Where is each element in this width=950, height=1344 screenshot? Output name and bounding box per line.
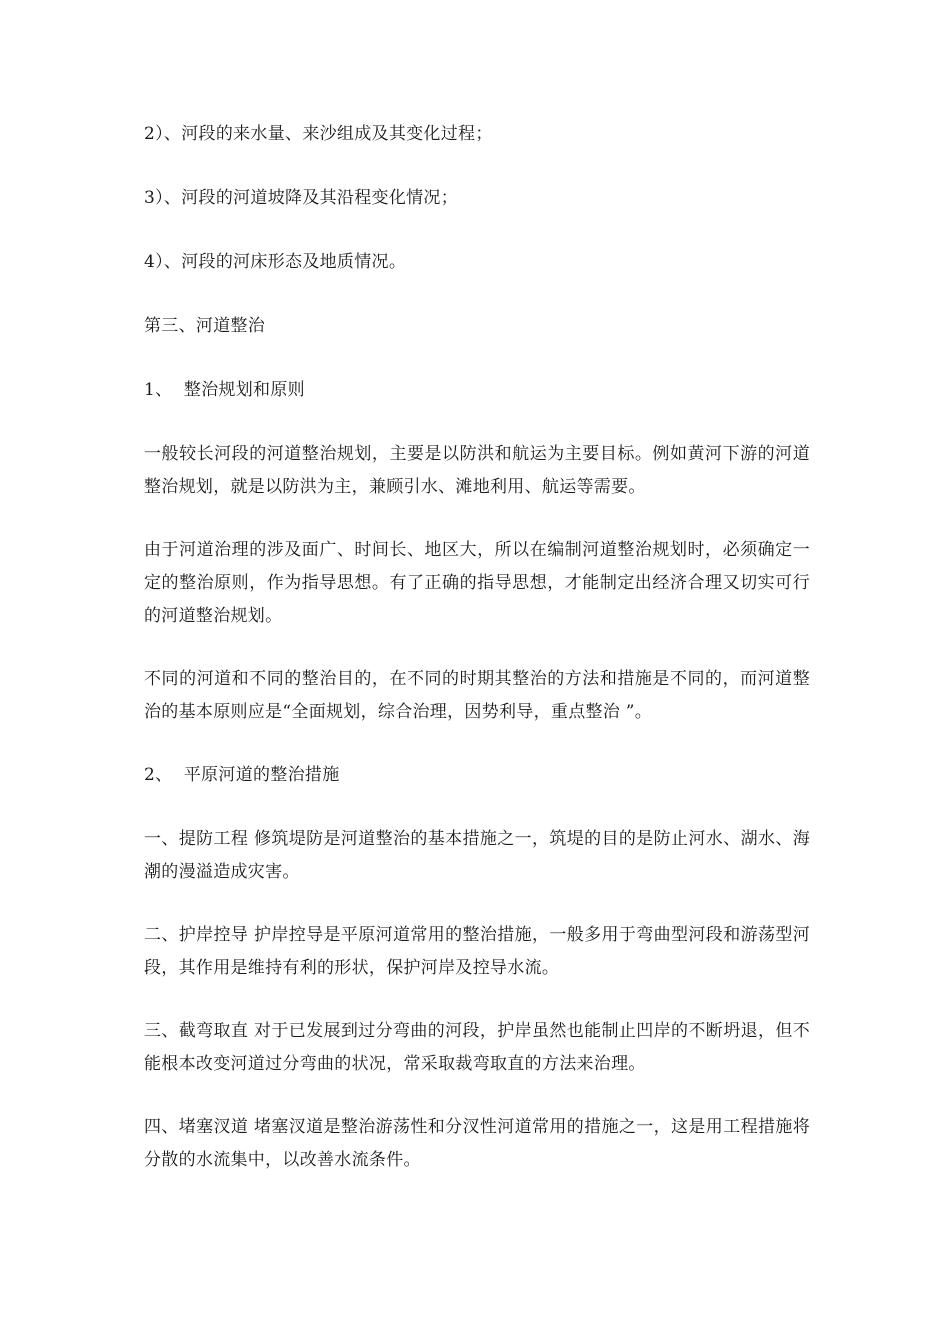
document-body [144,118,810,1177]
list-item-2: 2）、河段的来水量、来沙组成及其变化过程； [144,124,493,144]
list-item-3: 3）、河段的河道坡降及其沿程变化情况； [144,188,459,208]
paragraph-bank-protection: 二、护岸控导 护岸控导是平原河道常用的整治措施，一般多用于弯曲型河段和游荡型河段，其作用是维持有利的形状，保护河岸及控导水流。 [144,925,810,978]
paragraph-cutoff: 三、截弯取直 对于已发展到过分弯曲的河段，护岸虽然也能制止凹岸的不断坍退，但不能根本改变河道过分弯曲的状况，常采取裁弯取直的方法来治理。 [144,1021,810,1074]
section-heading-river-regulation: 第三、河道整治 [144,316,266,336]
paragraph-levee-works: 一、提防工程 修筑堤防是河道整治的基本措施之一，筑堤的目的是防止河水、湖水、海潮的漫溢造成灾害。 [144,829,810,882]
paragraph-basic-principle: 不同的河道和不同的整治目的，在不同的时期其整治的方法和措施是不同的，而河道整治的基本原则应是“全面规划，综合治理，因势利导，重点整治 ”。 [144,669,810,722]
subsection-heading-planning-principles: 1、 整治规划和原则 [144,380,305,400]
paragraph-branch-closure: 四、堵塞汊道 堵塞汊道是整治游荡性和分汊性河道常用的措施之一，这是用工程措施将分散的水流集中，以改善水流条件。 [144,1117,810,1170]
subsection-heading-plain-river-measures: 2、 平原河道的整治措施 [144,765,340,785]
paragraph-planning-goals: 一般较长河段的河道整治规划，主要是以防洪和航运为主要目标。例如黄河下游的河道整治规划，就是以防洪为主，兼顾引水、滩地利用、航运等需要。 [144,444,810,497]
list-item-4: 4）、河段的河床形态及地质情况。 [144,252,407,272]
paragraph-regulation-principles: 由于河道治理的涉及面广、时间长、地区大，所以在编制河道整治规划时，必须确定一定的整治原则，作为指导思想。有了正确的指导思想，才能制定出经济合理又切实可行的河道整治规划。 [144,540,810,626]
